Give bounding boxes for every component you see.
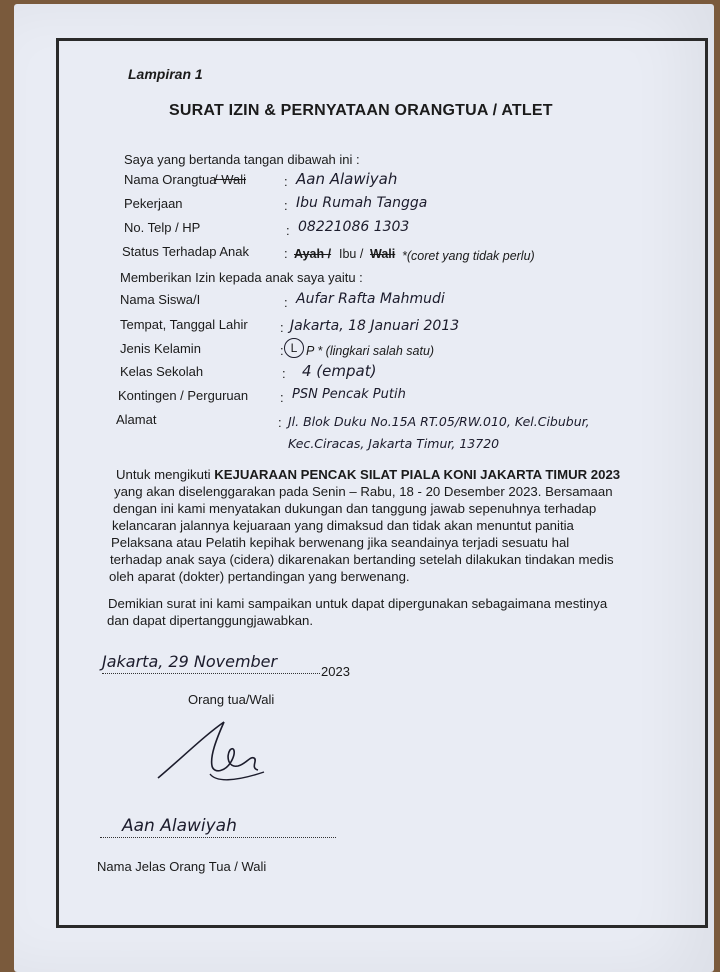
- field-label: Nama Orangtua: [124, 172, 217, 187]
- date-dotted-line: [102, 673, 320, 674]
- signer-name-label: Nama Jelas Orang Tua / Wali: [97, 859, 267, 874]
- field-value: PSN Pencak Putih: [292, 387, 406, 402]
- field-value: Jakarta, 18 Januari 2013: [290, 318, 460, 334]
- paragraph-line: terhadap anak saya (cidera) dikarenakan bertanding setelah dilakukan tindakan medis: [110, 552, 614, 567]
- paper-sheet: [14, 4, 714, 972]
- signer-name: Aan Alawiyah: [122, 816, 237, 836]
- name-dotted-line: [100, 837, 336, 838]
- status-label: Status Terhadap Anak: [122, 244, 249, 259]
- paragraph-line: [116, 467, 620, 483]
- field-value: Jl. Blok Duku No.15A RT.05/RW.010, Kel.Cibubur,: [288, 414, 590, 429]
- document-title: SURAT IZIN & PERNYATAAN ORANGTUA / ATLET: [169, 102, 553, 119]
- colon: :: [284, 174, 288, 189]
- colon: :: [280, 390, 284, 405]
- status-option-ayah: Ayah /: [294, 247, 332, 261]
- gender-value: L: [290, 341, 298, 355]
- gender-circled-option: [284, 338, 304, 358]
- handwritten-signature: [154, 716, 274, 796]
- field-value-line2: Kec.Ciracas, Jakarta Timur, 13720: [288, 436, 500, 451]
- field-label: Jenis Kelamin: [120, 341, 201, 356]
- field-label: Tempat, Tanggal Lahir: [120, 317, 248, 332]
- field-value: Aan Alawiyah: [296, 170, 398, 188]
- signature-year: 2023: [321, 664, 350, 679]
- field-value: Ibu Rumah Tangga: [296, 195, 428, 211]
- field-value: 08221086 1303: [298, 219, 410, 235]
- colon: :: [284, 295, 288, 310]
- field-label: Kontingen / Perguruan: [118, 388, 249, 403]
- status-option-wali: Wali: [370, 247, 396, 261]
- paragraph-line: yang akan diselenggarakan pada Senin – Rabu, 18 - 20 Desember 2023. Bersamaan: [114, 484, 613, 499]
- colon: :: [284, 246, 288, 261]
- colon: :: [282, 366, 286, 381]
- event-name: KEJUARAAN PENCAK SILAT PIALA KONI JAKARTA TIMUR 2023: [214, 467, 621, 482]
- status-option-ibu: Ibu /: [339, 247, 364, 261]
- paragraph-text: Untuk mengikuti: [116, 467, 215, 482]
- paragraph-line: kelancaran jalannya kejuaraan yang dimaksud dan tidak akan menuntut panitia: [112, 518, 574, 533]
- paragraph-line: dan dapat dipertanggungjawabkan.: [107, 613, 314, 628]
- field-value: 4 (empat): [302, 362, 377, 380]
- colon: :: [280, 343, 284, 358]
- gender-suffix: P * (lingkari salah satu): [306, 344, 435, 358]
- paragraph-line: Pelaksana atau Pelatih kepihak berwenang jika seandainya terjadi sesuatu hal: [111, 535, 570, 550]
- signer-role: Orang tua/Wali: [188, 692, 275, 707]
- field-label: Nama Siswa/I: [120, 292, 201, 307]
- permission-intro: Memberikan Izin kepada anak saya yaitu :: [120, 270, 363, 285]
- field-label-struck: / Wali: [214, 172, 247, 187]
- colon: :: [286, 223, 290, 238]
- field-value: Aufar Rafta Mahmudi: [296, 291, 445, 307]
- colon: :: [280, 320, 284, 335]
- paragraph-line: oleh aparat (dokter) pertandingan yang berwenang.: [109, 569, 410, 584]
- intro-text: Saya yang bertanda tangan dibawah ini :: [124, 152, 360, 167]
- colon: :: [278, 415, 282, 430]
- status-note: *(coret yang tidak perlu): [402, 249, 535, 263]
- paragraph-line: Demikian surat ini kami sampaikan untuk dapat dipergunakan sebagaimana mestinya: [108, 596, 608, 611]
- colon: :: [284, 198, 288, 213]
- field-label: Alamat: [116, 412, 157, 427]
- place-date: Jakarta, 29 November: [102, 652, 278, 671]
- lampiran-label: Lampiran 1: [128, 66, 203, 82]
- paragraph-line: dengan ini kami menyatakan dukungan dan tanggung jawab sepenuhnya terhadap: [113, 501, 597, 516]
- field-label: Kelas Sekolah: [120, 364, 204, 379]
- field-label: No. Telp / HP: [124, 220, 201, 235]
- field-label: Pekerjaan: [124, 196, 183, 211]
